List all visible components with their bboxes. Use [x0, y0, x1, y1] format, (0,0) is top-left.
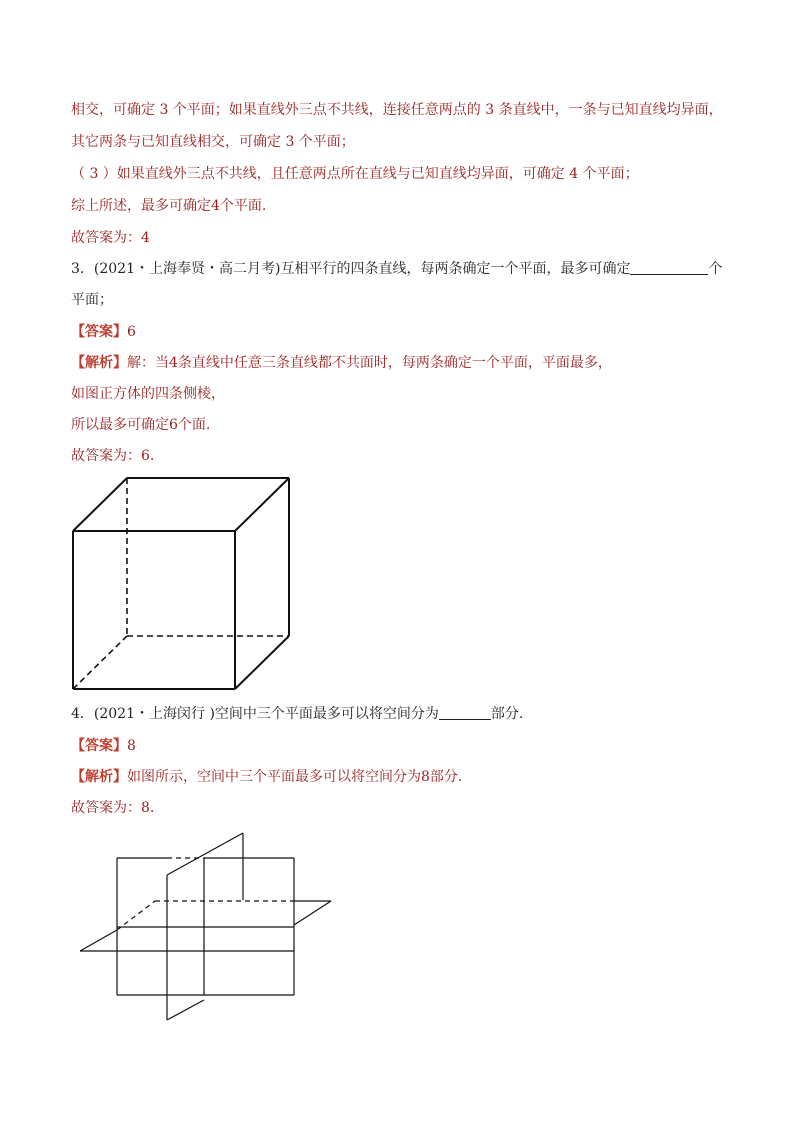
side-plane-bottom-edge	[167, 1000, 204, 1020]
horizontal-plane-right-edge	[294, 901, 331, 925]
solution-answer: 故答案为：4	[71, 230, 150, 246]
analysis-text: 如图所示，空间中三个平面最多可以将空间分为8部分.	[127, 769, 463, 785]
solution-line-1: 相交，可确定 3 个平面；如果直线外三点不共线，连接任意两点的 3 条直线中，一条与已知直线均异面，	[71, 102, 723, 118]
question-4-text: 4．(2021・上海闵行 )空间中三个平面最多可以将空间分为	[71, 706, 439, 722]
horizontal-plane-left-edge	[80, 930, 117, 951]
answer-tag: 【答案】	[71, 324, 127, 340]
answer-value: 8	[127, 738, 136, 754]
solution-line-4: 综上所述，最多可确定4个平面.	[71, 198, 267, 214]
question-3-line-2: 平面；	[71, 292, 113, 308]
question-4-final: 故答案为：8.	[71, 800, 155, 816]
question-3-analysis-3: 所以最多可确定6个面.	[71, 417, 211, 433]
solution-line-3: （ 3 ）如果直线外三点不共线，且任意两点所在直线与已知直线均异面，可确定 4 个平面；	[71, 166, 639, 182]
answer-value: 6	[127, 324, 136, 340]
analysis-tag: 【解析】	[71, 355, 127, 371]
analysis-text: 解：当4条直线中任意三条直线都不共面时，每两条确定一个平面，平面最多，	[127, 355, 612, 371]
solution-line-2: 其它两条与已知直线相交，可确定 3 个平面；	[71, 134, 355, 150]
analysis-tag: 【解析】	[71, 769, 127, 785]
horizontal-plane-hidden-left	[117, 901, 155, 930]
question-3-suffix: 个	[708, 261, 723, 277]
question-3-text: 3．(2021・上海奉贤・高二月考)互相平行的四条直线，每两条确定一个平面，最多可确定	[71, 261, 631, 277]
question-3-analysis-2: 如图正方体的四条侧棱，	[71, 386, 225, 402]
answer-tag: 【答案】	[71, 738, 127, 754]
question-3-final: 故答案为：6.	[71, 448, 155, 464]
question-4-suffix: 部分.	[490, 706, 524, 722]
side-plane-top-edge	[167, 833, 243, 875]
